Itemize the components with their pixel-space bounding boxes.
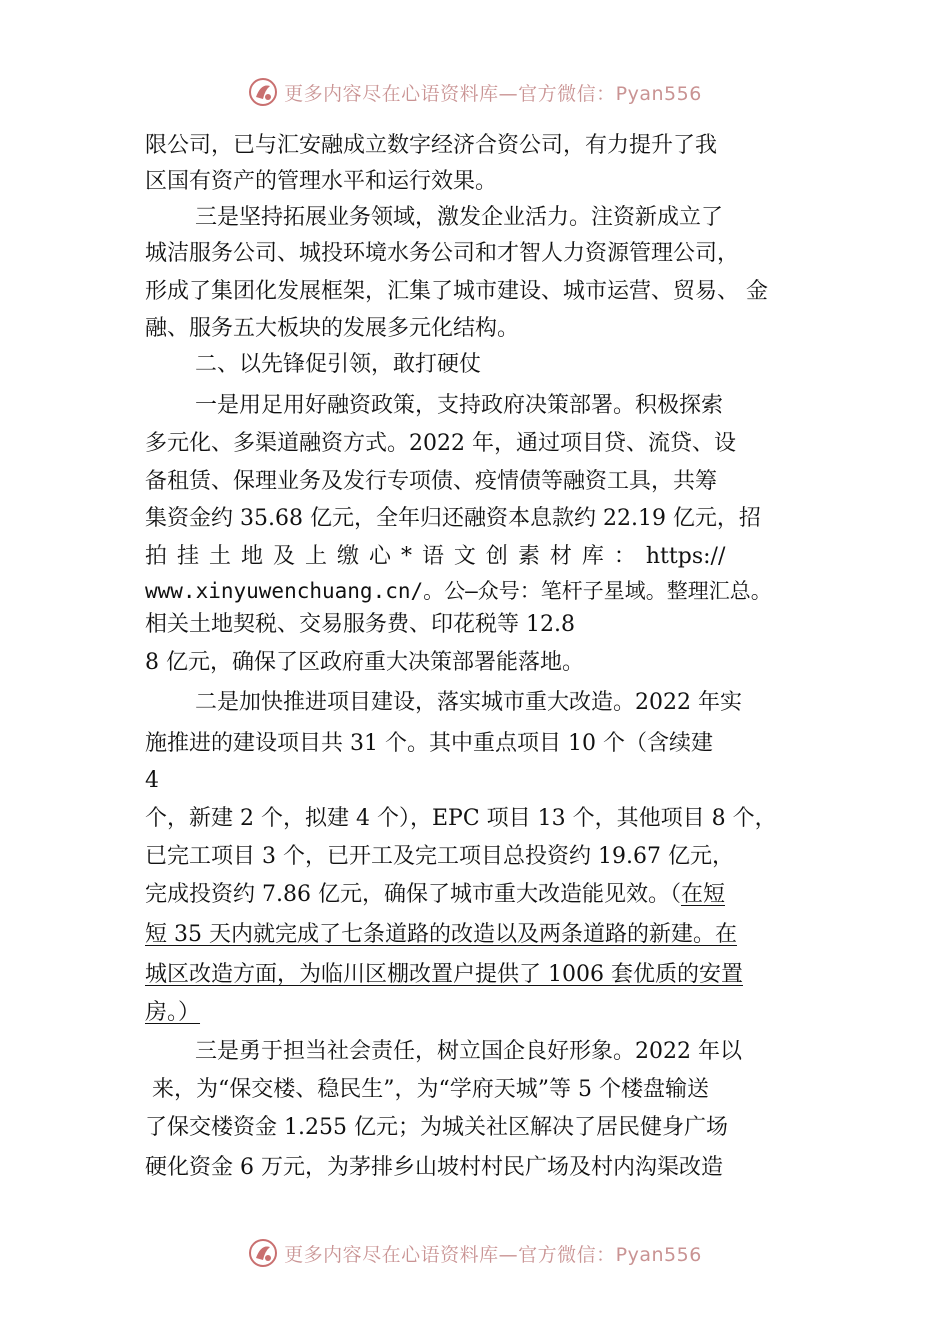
paragraph-line: 已完工项目 3 个，已开工及完工项目总投资约 19.67 亿元， bbox=[145, 844, 734, 869]
underlined-line: 房。） bbox=[145, 1000, 201, 1025]
paragraph-line: 8 亿元，确保了区政府重大决策部署能落地。 bbox=[145, 650, 584, 675]
paragraph-line: 施推进的建设项目共 31 个。其中重点项目 10 个（含续建 bbox=[145, 731, 713, 756]
paragraph-line: 来，为“保交楼、稳民生”，为“学府天城”等 5 个楼盘输送 bbox=[145, 1077, 709, 1102]
paragraph-line: 一是用足用好融资政策，支持政府决策部署。积极探索 bbox=[195, 393, 724, 418]
paragraph-line: 备租赁、保理业务及发行专项债、疫情债等融资工具，共筹 bbox=[145, 469, 718, 494]
underlined-text: 在短 bbox=[680, 882, 725, 907]
paragraph-line: 融、服务五大板块的发展多元化结构。 bbox=[145, 316, 520, 341]
paragraph-line: 4 bbox=[145, 768, 159, 793]
paragraph-line: 三是坚持拓展业务领域，激发企业活力。注资新成立了 bbox=[195, 205, 724, 230]
watermark-text: 更多内容尽在心语资料库—官方微信：Pyan556 bbox=[284, 82, 702, 105]
underlined-line: 城区改造方面，为临川区棚改置户提供了 1006 套优质的安置 bbox=[145, 962, 743, 987]
paragraph-line: 拍 挂 土 地 及 上 缴 心 * 语 文 创 素 材 库 ： https:// bbox=[145, 544, 726, 569]
underlined-line: 短 35 天内就完成了七条道路的改造以及两条道路的新建。在 bbox=[145, 922, 737, 947]
paragraph-line: 限公司，已与汇安融成立数字经济合资公司，有力提升了我 bbox=[145, 133, 718, 158]
paragraph-line: 个，新建 2 个，拟建 4 个），EPC 项目 13 个，其他项目 8 个， bbox=[145, 806, 777, 831]
paragraph-line: www.xinyuwenchuang.cn/。公—众号：笔杆子星域。整理汇总。 bbox=[145, 579, 772, 603]
paragraph-line: 城洁服务公司、城投环境水务公司和才智人力资源管理公司， bbox=[145, 241, 740, 266]
paragraph-line: 区国有资产的管理水平和运行效果。 bbox=[145, 169, 498, 194]
paragraph-line: 多元化、多渠道融资方式。2022 年，通过项目贷、流贷、设 bbox=[145, 431, 736, 456]
paragraph-line bbox=[145, 880, 725, 910]
paragraph-line: 形成了集团化发展框架，汇集了城市建设、城市运营、贸易、 金 bbox=[145, 279, 768, 304]
seal-logo-icon bbox=[248, 1238, 278, 1268]
section-heading: 二、以先锋促引领，敢打硬仗 bbox=[195, 352, 482, 377]
paragraph-line: 相关土地契税、交易服务费、印花税等 12.8 bbox=[145, 612, 575, 637]
paragraph-line: 集资金约 35.68 亿元，全年归还融资本息款约 22.19 亿元，招 bbox=[145, 506, 761, 531]
footer-watermark bbox=[0, 1231, 950, 1275]
paragraph-line: 三是勇于担当社会责任，树立国企良好形象。2022 年以 bbox=[195, 1039, 742, 1064]
watermark-text: 更多内容尽在心语资料库—官方微信：Pyan556 bbox=[284, 1243, 702, 1266]
paragraph-text: 完成投资约 7.86 亿元，确保了城市重大改造能见效。（ bbox=[145, 882, 681, 907]
paragraph-line: 了保交楼资金 1.255 亿元；为城关社区解决了居民健身广场 bbox=[145, 1115, 728, 1140]
paragraph-line: 硬化资金 6 万元，为茅排乡山坡村村民广场及村内沟渠改造 bbox=[145, 1155, 723, 1180]
paragraph-line: 二是加快推进项目建设，落实城市重大改造。2022 年实 bbox=[195, 690, 742, 715]
